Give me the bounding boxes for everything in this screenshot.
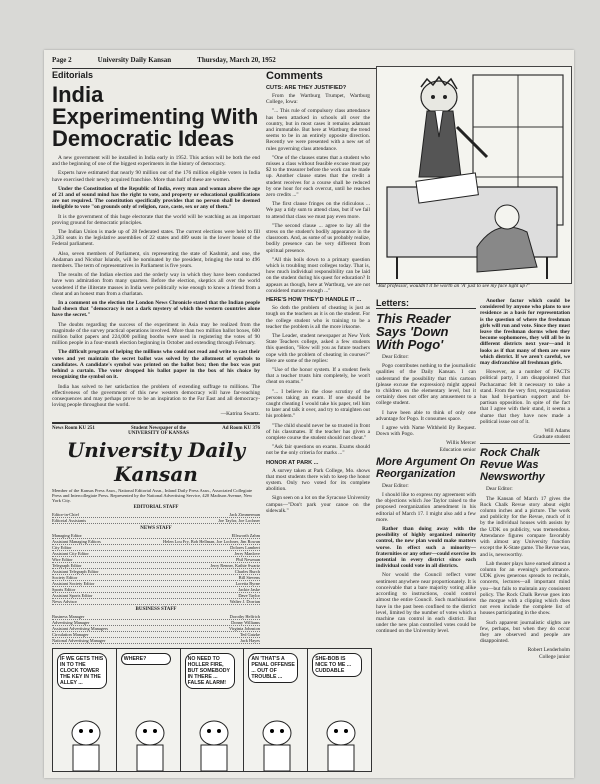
news-staff-heading: NEWS STAFF	[140, 526, 172, 532]
masthead	[52, 422, 260, 645]
editorial-signature: —Katrina Swartz.	[220, 411, 260, 418]
newspaper-page	[44, 50, 574, 778]
comment-paragraph: "... This rule of compulsory class attendance has been attacked in schools all over the country, but in most cases it remains adamant and immutable. But here at Wartburg the trend seems to be in an entirely opposite direction. Recently we were presented with a new set of rules governing class attendance.	[266, 108, 370, 152]
staff-name: Charles Burch	[234, 569, 260, 575]
staff-role: Circulation Manager	[52, 632, 89, 638]
comments-column	[266, 70, 370, 645]
staff-role: Telegraph Editor	[52, 563, 82, 569]
paper-name: University Daily Kansan	[97, 56, 172, 64]
masthead-contacts	[52, 426, 260, 436]
page-number: Page 2	[52, 56, 72, 64]
staff-role: News Advisor	[52, 599, 78, 605]
comment-paragraph: "... I believe in the close scrutiny of the persons taking an exam. If one should be caught cheating I would take his paper, tell him to later and talk it over, and try to straighten out his problem."	[266, 388, 370, 420]
staff-name: Phil Newman	[235, 557, 260, 563]
comments-title: Comments	[266, 70, 323, 82]
letter-paragraph: Nor would the Council reflect voter sentiment anywhere near proportionately. It is conceivable that a bare majority voting alike according to instructions, could control almost the entire Council. Such machinations have in the past been confined to the district level, limited by the number of votes which a machine can control in each district. But under the new plan controlled votes could be continued on the University level.	[376, 572, 476, 635]
staff-name: Joe Taylor, Joe Lochner	[218, 518, 260, 524]
masthead-title: University Daily Kansan	[66, 437, 246, 486]
editorial-paragraph: The doubts regarding the success of the experiment in Asia may be realized from the magnitude of the survey practical operations involved. More than two million ballot boxes, 600 million ballot papers and 224,000 polling booths were used in registering the votes of 90 million people in a four-month election beginning in October and extending through February.	[52, 321, 260, 347]
letter-signature-title: College junior	[539, 653, 570, 660]
comic-panel	[308, 649, 371, 771]
editorial-paragraph: The results of the Indian election and the orderly way in which they have been conducted have won admiration from many quarters. Before the election, skeptics all over the world wondered if the illiterate masses in India were politically wise enough to know a friend from a cheat and an honest man from a charlatan.	[52, 272, 260, 297]
letters-column-continued	[480, 298, 570, 768]
comment-paragraph: "Ask fair questions on exams. Exams should not be the only criteria for marks ..."	[266, 444, 370, 457]
letters-column	[376, 298, 476, 768]
editorial-paragraph: Experts have estimated that nearly 90 million out of the 176 million eligible voters in India have exercised their newly acquired franchise. More than half of these are women.	[52, 170, 260, 183]
comment-heading: HONOR AT PARK ...	[266, 459, 319, 466]
editorials-kicker: Editorials	[52, 70, 94, 80]
divider	[480, 443, 570, 444]
staff-role: Assistant Telegraph Editor	[52, 569, 99, 575]
masthead-subtitle: Student Newspaper of the UNIVERSITY OF KANSAS	[128, 425, 189, 436]
staff-row	[52, 644, 260, 645]
speech-bubble: SHE-BOB IS NICE TO ME ... CUDDABLE	[312, 653, 362, 677]
comic-figure	[316, 711, 366, 771]
staff-role: Assistant Sports Editor	[52, 593, 93, 599]
staff-role: Assistant City Editor	[52, 551, 89, 557]
letter-signature-title: Education senior	[439, 446, 476, 453]
staff-role: Sports Editor	[52, 587, 76, 593]
comic-figure	[61, 711, 111, 771]
comic-figure	[252, 711, 302, 771]
editorial-column	[52, 70, 260, 645]
speech-bubble: AN 'THAT'S A PENAL OFFENSE ... OUT OF TROUBLE ...	[248, 653, 298, 683]
staff-name: Bill Stevens	[238, 575, 260, 581]
editorial-paragraph: It is the government of this huge electorate that the world will be watching as an important proving ground for democratic principles.	[52, 213, 260, 226]
letter-paragraph: I have been able to think of only one advantage for Pogo. It consumes space.	[376, 409, 476, 422]
editorial-paragraph: Also, seven members of Parliament, six representing the state of Kashmir, and one, the Andaman and Nicobar Islands, will be nominated by the president, bringing the total to 496 members. The term of representatives in Parliament is five years.	[52, 250, 260, 270]
comment-heading: HERE'S HOW THEY'D HANDLE IT ...	[266, 297, 362, 304]
letter-body	[376, 354, 476, 453]
pogo-comic-strip	[52, 648, 372, 772]
staff-name: Dave Taylor	[238, 593, 260, 599]
staff-name: Jerry Manlove	[234, 551, 260, 557]
staff-role: National Advertising Manager	[52, 638, 106, 644]
letter-signature: Will Adams	[544, 428, 570, 435]
letter-signature: Willis Mercer	[446, 440, 476, 447]
ad-room-label: Ad Room KU 376	[222, 425, 260, 431]
comic-figure	[125, 711, 175, 771]
letter-paragraph: Rather than doing away with the possibility of highly organized minority control, the new plan would make matters worse. In effect such a minority—fraternities or any other—could exercise its potential in every district since each individual could vote in all districts.	[376, 526, 476, 570]
comment-paragraph: So doth the problem of cheating is just as tough on the teachers as it is on the student. For the college student who is training to be a teacher the problem is all the more irksome.	[266, 305, 370, 330]
staff-role: Business Manager	[52, 614, 85, 620]
comment-paragraph: The first clause fringes on the ridiculous ... We pay a tidy sum to attend class, but if we fail to attend that class we must pay even more.	[266, 201, 370, 220]
cartoon-illustration	[377, 67, 571, 283]
comment-paragraph: "The second clause ... agree to lay all the stress on the student's bodily appearance in the classroom. And, as some of us probably realize, bodily presence can be very different from spiritual presence.	[266, 222, 370, 254]
staff-name: Jack Hayes	[240, 638, 260, 644]
business-staff-list	[52, 614, 260, 645]
staff-name: Jerry Renner, Kathie Swartz	[210, 563, 260, 569]
comment-paragraph: "The child should never be so trusted in front of his classmates. If the teacher has given a complete course the student should not cheat."	[266, 422, 370, 441]
comment-body	[266, 93, 370, 294]
comic-panel	[117, 649, 181, 771]
business-staff-heading: BUSINESS STAFF	[135, 607, 177, 613]
editorial-paragraph: The Indian Union is made up of 28 federated states. The current elections were held to fill 3,283 seats in the legislative assemblies of 22 states and 489 seats in the lower house of the Federal parliament.	[52, 229, 260, 248]
letter-body	[480, 486, 570, 659]
comment-body	[266, 468, 370, 514]
staff-role: Advertising Manager	[52, 620, 90, 626]
staff-role: Assistant Advertising Managers	[52, 626, 109, 632]
editorial-staff-list	[52, 512, 260, 524]
staff-role: Assistant Society Editor	[52, 581, 95, 587]
letter-paragraph: I should like to express my agreement with the objections which Joe Taylor raised to the proposed reorganization amendment in his editorial of March 17. I might also add a few more.	[376, 492, 476, 523]
staff-role: Editor-in-Chief	[52, 512, 79, 518]
news-room-label: News Room KU 251	[52, 425, 95, 431]
comment-paragraph: Sign seen on a lot on the Syracuse University campus—"Don't park your canoe on the sidewalk."	[266, 495, 370, 514]
letter-paragraph: Such apparent journalistic slights are few, perhaps, but when they do occur they are observed and people are disappointed.	[480, 619, 570, 645]
editorial-body	[52, 155, 260, 418]
comic-panel	[181, 649, 245, 771]
editorial-paragraph: India has solved to her satisfaction the problem of extending suffrage to millions. The effectiveness of the government of this new western democracy will have far-reaching consequences and may perhaps prove to be an inspiration to the Far East and all democracy-loving people throughout the world.	[52, 383, 260, 409]
staff-name: Virginia Johnston	[229, 626, 260, 632]
staff-name: Dorothy Helfrich	[229, 614, 260, 620]
comment-body	[266, 305, 370, 456]
letter-headline: This Reader Says 'Down With Pogo'	[376, 311, 451, 352]
editorial-paragraph: The difficult program of helping the millions who could not read and write to cast their votes and yet maintain the secret ballot was solved by the allotment of symbols to candidates. A candidate's symbol was printed on the ballot box; then the box was put behind a curtain. The voter dropped his ballot paper in the box of his choice by recognizing the symbol on it.	[52, 349, 260, 381]
staff-role	[52, 644, 87, 645]
staff-row	[52, 599, 260, 605]
letter-paragraph: However, as a number of FACTS political party, I am disappointed that Pachacamac felt it necessary to take a stand. From the very first, reorganization has had bi-partisan support and bi-partisan opposition. In spite of the fact that I agree with their stand, it seems a shame that they have now made a political issue out of it.	[480, 369, 570, 425]
staff-role: Editorial Assistants	[52, 518, 87, 524]
staff-name: Walter J. Dorrian	[229, 599, 260, 605]
staff-role: Wire Editor	[52, 557, 73, 563]
editorial-paragraph: In a comment on the election the London News Chronicle stated that the Indian people had shown that "democracy is not a dark mystery of which the western countries alone have the secret."	[52, 300, 260, 319]
letter-signature-title: Graduate student	[533, 434, 570, 441]
letter-headline: More Argument On Reorganization	[376, 455, 476, 480]
letter-paragraph: I agree with Name Withheld By Request. Down with Pogo.	[376, 425, 476, 438]
editorial-title: India Experimenting With Democratic Ideas	[52, 82, 259, 151]
letter-greeting: Dear Editor:	[382, 354, 409, 360]
news-staff-list	[52, 533, 260, 605]
letter-signature: Robert Lenderholm	[527, 647, 570, 654]
comic-panel	[53, 649, 117, 771]
staff-name: Ted Gatzke	[239, 632, 260, 638]
comment-paragraph: "One of the clauses states that a student who misses a class without feasible excuse must pay $2 to the treasurer before the work can be made up. Another clause states that the credit a student receives for a course shall be reduced by one hour for each overcut, until he reaches zero credits ..."	[266, 154, 370, 199]
staff-role: Managing Editor	[52, 533, 82, 539]
letter-headline: Rock Chalk Revue Was Newsworthy	[480, 447, 545, 484]
comment-paragraph: "Use of the honor system. If a student feels that a teacher trusts him completely, he won't cheat on exams."	[266, 366, 370, 386]
letter-paragraph: The Kansan of March 17 gives the Rock Chalk Revue story about eight column inches and a picture. The work and publicity for the Revue, much of it by the individual houses with assists by the UDK on publicity, was tremendous. Attendance figures compare favorably with almost any University function except the K-State game. The Revue was, and is, newsworthy.	[480, 495, 570, 558]
letter-greeting: Dear Editor:	[382, 482, 409, 489]
staff-row	[52, 518, 260, 524]
issue-date: Thursday, March 20, 1952	[197, 56, 276, 64]
speech-bubble: NO NEED TO HOLLER FIRE, BUT SOMEBODY IN THERE ... FALSE ALARM!	[185, 653, 235, 689]
speech-bubble: IF WE GETS THIS IN TO THE CLOCK TOWER THE KEY IN THE ALLEY ...	[57, 653, 107, 689]
letters-title: Letters:	[376, 298, 476, 309]
staff-role: Assistant Managing Editors	[52, 539, 101, 545]
comment-paragraph: "All this boils down to a primary question which is troubling most colleges today. That is, how much individual responsibility can be laid on the student during his quest for education? It appears as though, here at Wartburg, we are not considered mature enough ..."	[266, 256, 370, 294]
cartoon-caption: "But professor, wouldn't it be worth an 'A' just to see my face light up?"	[376, 283, 531, 289]
editorial-staff-heading: EDITORIAL STAFF	[133, 505, 179, 511]
staff-role: City Editor	[52, 545, 72, 551]
comic-figure	[189, 711, 239, 771]
letter-body	[376, 483, 476, 635]
comment-source: From the Wartburg Trumpet, Wartburg College, Iowa:	[266, 93, 370, 106]
staff-role: Society Editor	[52, 575, 78, 581]
staff-name: Loretta Byrne	[235, 581, 260, 587]
staff-name: Jack Zimmerman	[229, 512, 260, 518]
comment-paragraph: A survey taken at Park College, Mo. shows that most students there wish to keep the honor system. Only two voted for its complete abolition.	[266, 467, 370, 493]
staff-name	[239, 644, 260, 645]
letter-paragraph: Pogo contributes nothing to the journalistic qualities of the Daily Kansan. I can understand the possibility that this cartoon (please excuse the expression) might appeal to children on the elementary level, but it certainly does not offer any amusement to a college student.	[376, 363, 476, 407]
masthead-memberships: Member of the Kansas Press Assn., National Editorial Assn., Inland Daily Press Assn., Associated Collegiate Press and Intercollegiate Press. Represented by the National Advertising Service, 420 Madison Avenue, New York City.	[52, 487, 253, 503]
letter-paragraph: Another factor which could be considered by anyone who plans to use residence as a basis for representation is the question of where the freshman girls will run and vote. Since they must leave the freshman dorms when they become sophomores, they will all be in different districts next year—and it looks as if that many of them are sure which district. If we aren't careful, we may disfranchise all freshman girls.	[480, 298, 570, 367]
editorial-paragraph: A new government will be installed in India early in 1952. This action will be both the end and the beginning of one of the biggest experiments in the history of democracy.	[52, 155, 260, 168]
staff-name: Helen Lou Fry, Bob Hellman, Joe Lochner, Jim Rowan	[163, 539, 260, 545]
comment-heading: CUTS: ARE THEY JUSTIFIED?	[266, 85, 347, 91]
letter-paragraph: Lab theater plays have earned almost a column for an evening's performance. UDK gives generous spreads to recitals, concerts, lectures—all important mind you—but fails to maintain any consistent policy. The Rock Chalk Revue goes into the morgue with a clipping which does not even include the complete list of houses participating in the show.	[480, 560, 570, 617]
letter-greeting: Dear Editor:	[486, 486, 513, 493]
letter-body	[480, 298, 570, 440]
editorial-cartoon	[376, 66, 572, 284]
staff-name: Jackie Jaske	[238, 587, 260, 593]
editorial-paragraph: Under the Constitution of the Republic of India, every man and woman above the age of 21 and of sound mind has the right to vote, and property or educational qualifications are not required. The constitution specifically provides that no person shall be deemed ineligible to vote "on grounds only of religion, race, caste, sex or any of them."	[52, 185, 260, 211]
comic-panel	[244, 649, 308, 771]
staff-name: Donny Williams	[231, 620, 260, 626]
comment-paragraph: The Leader, student newspaper at New York State Teachers college, asked a few students this question, "How will you as future teachers cope with the problem of cheating in courses?" Here are some of the replies:	[266, 332, 370, 364]
speech-bubble: WHERE?	[121, 653, 171, 665]
staff-name: Ellsworth Zahm	[231, 533, 260, 539]
staff-name: Dolores Lambert	[230, 545, 260, 551]
